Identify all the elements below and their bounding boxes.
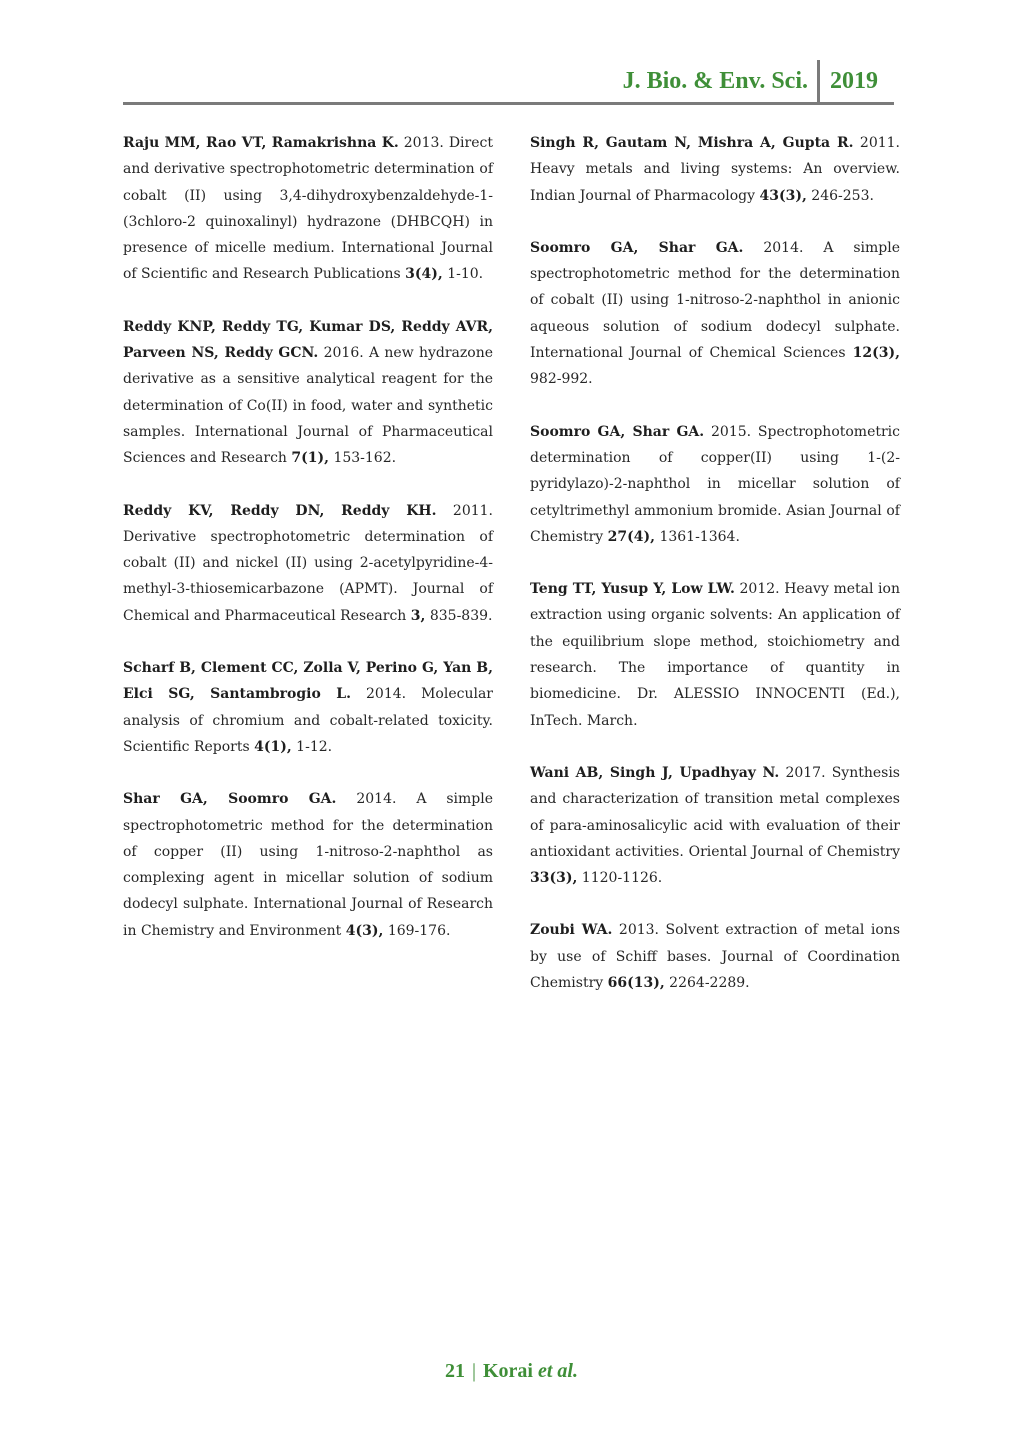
reference-text: 2015. Spectrophotometric determination of copper(II) using 1-(2- pyridylazo)-2-naphthol in micellar solution of cetyltrimethyl ammonium bromide. Asian Journal of Chemistry: [530, 423, 900, 545]
reference-authors: Shar GA, Soomro GA.: [123, 791, 337, 808]
reference-pages: 1-10.: [442, 266, 484, 283]
reference-authors: Soomro GA, Shar GA.: [530, 239, 744, 256]
journal-year: 2019: [830, 68, 878, 94]
reference-authors: Reddy KV, Reddy DN, Reddy KH.: [123, 502, 437, 519]
page-footer: [0, 1360, 1023, 1383]
reference-text: 2011. Heavy metals and living systems: An overview. Indian Journal of Pharmacology: [530, 135, 900, 204]
reference-authors: Reddy KNP, Reddy TG, Kumar DS, Reddy AVR, Parveen NS, Reddy GCN.: [123, 318, 493, 362]
reference-authors: Singh R, Gautam N, Mishra A, Gupta R.: [530, 135, 854, 151]
reference-pages: 2264-2289.: [664, 975, 750, 992]
reference-pages: 153-162.: [329, 450, 397, 467]
page-header: [0, 0, 1023, 110]
reference-entry: [123, 655, 493, 760]
reference-entry: [530, 576, 900, 734]
reference-text: 2011. Derivative spectrophotometric determination of cobalt (II) and nickel (II) using 2-acetylpyridine-4-methyl-3-thiosemicarbazone (APMT). Journal of Chemical and Pharmaceutical Research: [123, 502, 494, 624]
reference-entry: [530, 917, 900, 996]
footer-etal: et al.: [538, 1360, 578, 1382]
reference-volume: 4(1),: [254, 738, 292, 755]
header-rule: [123, 102, 894, 105]
reference-text: 2014. Molecular analysis of chromium and cobalt-related toxicity. Scientific Reports: [123, 686, 493, 755]
reference-authors: Raju MM, Rao VT, Ramakrishna K.: [123, 135, 399, 151]
reference-text: 2012. Heavy metal ion extraction using organic solvents: An application of the equilibrium slope method, stoichiometry and research. The importance of quantity in biomedicine. Dr. ALESSIO INNOCENTI (Ed.), InTech. March.: [530, 581, 900, 729]
references-left-column: [123, 130, 493, 970]
reference-volume: 27(4),: [607, 528, 655, 545]
reference-authors: Wani AB, Singh J, Upadhyay N.: [530, 764, 780, 781]
reference-entry: [530, 130, 900, 209]
reference-text: 2014. A simple spectrophotometric method for the determination of cobalt (II) using 1-nitroso-2-naphthol in anionic aqueous solution of sodium dodecyl sulphate. International Journal of Chemical Sciences: [530, 239, 901, 362]
reference-volume: 33(3),: [530, 870, 578, 887]
page-number: 21: [444, 1360, 465, 1382]
reference-volume: 7(1),: [291, 450, 329, 467]
reference-entry: [123, 498, 493, 629]
reference-pages: 1-12.: [291, 738, 333, 755]
reference-volume: 3(4),: [405, 266, 443, 283]
reference-authors: Zoubi WA.: [530, 922, 613, 939]
reference-volume: 12(3),: [852, 345, 900, 362]
reference-authors: Scharf B, Clement CC, Zolla V, Perino G, Yan B, Elci SG, Santambrogio L.: [123, 660, 493, 703]
reference-authors: Soomro GA, Shar GA.: [530, 423, 705, 440]
reference-entry: [123, 130, 493, 288]
reference-pages: 169-176.: [383, 922, 451, 939]
reference-entry: [123, 786, 493, 944]
reference-pages: 835-839.: [425, 607, 493, 624]
reference-text: 2013. Direct and derivative spectrophotometric determination of cobalt (II) using 3,4-dihydroxybenzaldehyde-1-(3chloro-2 quinoxalinyl) hydrazone (DHBCQH) in presence of micelle medium. International Journal of Scientific and Research Publications: [123, 135, 493, 283]
reference-volume: 43(3),: [759, 187, 807, 204]
reference-volume: 66(13),: [607, 975, 665, 992]
reference-authors: Teng TT, Yusup Y, Low LW.: [530, 581, 735, 598]
header-divider: [817, 60, 820, 104]
reference-pages: 246-253.: [806, 187, 874, 204]
reference-text: 2017. Synthesis and characterization of transition metal complexes of para-aminosalicylic acid with evaluation of their antioxidant activities. Oriental Journal of Chemistry: [530, 764, 900, 860]
reference-text: 2016. A new hydrazone derivative as a sensitive analytical reagent for the determination of Co(II) in food, water and synthetic samples. International Journal of Pharmaceutical Sciences and Research: [123, 345, 494, 467]
reference-pages: 982-992.: [530, 371, 593, 388]
references-right-column: [530, 130, 900, 1022]
reference-pages: 1361-1364.: [655, 528, 740, 545]
reference-entry: [530, 419, 900, 550]
reference-entry: [530, 235, 900, 393]
reference-text: 2013. Solvent extraction of metal ions by use of Schiff bases. Journal of Coordination Chemistry: [530, 922, 901, 992]
reference-entry: [530, 760, 900, 891]
reference-entry: [123, 314, 493, 472]
footer-author: Korai: [483, 1360, 533, 1382]
reference-pages: 1120-1126.: [577, 870, 663, 887]
reference-volume: 3,: [410, 607, 426, 624]
reference-volume: 4(3),: [345, 922, 384, 939]
reference-text: 2014. A simple spectrophotometric method for the determination of copper (II) using 1-nitroso-2-naphthol as complexing agent in micellar solution of sodium dodecyl sulphate. International Journal of Research in Chemistry and Environment: [123, 791, 494, 939]
journal-title: J. Bio. & Env. Sci.: [622, 68, 808, 94]
footer-separator: |: [471, 1360, 476, 1382]
